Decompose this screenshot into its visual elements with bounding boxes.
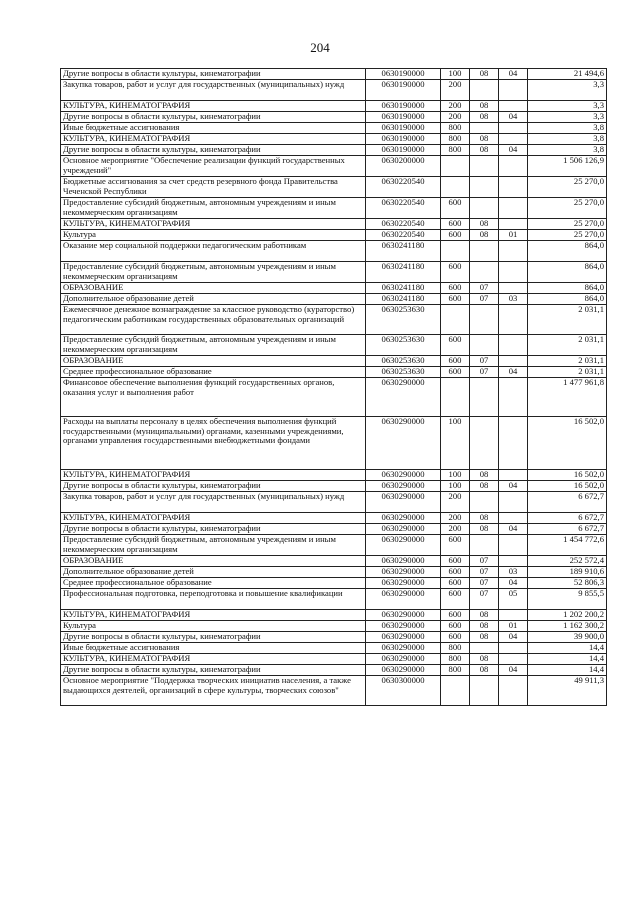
- cell-subsection: [499, 134, 528, 145]
- cell-amount: 25 270,0: [528, 230, 607, 241]
- cell-code: 0630253630: [366, 367, 441, 378]
- cell-section: 08: [470, 112, 499, 123]
- cell-amount: 189 910,6: [528, 567, 607, 578]
- table-row: [61, 177, 607, 198]
- cell-section: 07: [470, 556, 499, 567]
- cell-expense-type: 600: [441, 262, 470, 283]
- cell-code: 0630290000: [366, 621, 441, 632]
- cell-amount: 25 270,0: [528, 177, 607, 198]
- cell-name: Другие вопросы в области культуры, кинематографии: [61, 69, 366, 80]
- cell-subsection: [499, 241, 528, 262]
- table-row: [61, 101, 607, 112]
- cell-amount: 3,3: [528, 101, 607, 112]
- table-row: [61, 654, 607, 665]
- cell-amount: 16 502,0: [528, 417, 607, 470]
- table-row: [61, 578, 607, 589]
- cell-subsection: 04: [499, 69, 528, 80]
- cell-name: Среднее профессиональное образование: [61, 578, 366, 589]
- table-row: [61, 610, 607, 621]
- cell-code: 0630300000: [366, 676, 441, 706]
- budget-table: [60, 68, 607, 706]
- cell-amount: 3,8: [528, 134, 607, 145]
- cell-subsection: 04: [499, 112, 528, 123]
- table-row: [61, 198, 607, 219]
- cell-code: 0630290000: [366, 481, 441, 492]
- cell-amount: 864,0: [528, 294, 607, 305]
- cell-subsection: [499, 356, 528, 367]
- cell-amount: 14,4: [528, 643, 607, 654]
- cell-name: КУЛЬТУРА, КИНЕМАТОГРАФИЯ: [61, 610, 366, 621]
- cell-expense-type: 800: [441, 123, 470, 134]
- cell-amount: 1 454 772,6: [528, 535, 607, 556]
- cell-code: 0630290000: [366, 513, 441, 524]
- cell-expense-type: 600: [441, 230, 470, 241]
- table-row: [61, 156, 607, 177]
- table-row: [61, 513, 607, 524]
- cell-expense-type: 600: [441, 632, 470, 643]
- cell-subsection: [499, 492, 528, 513]
- cell-name: ОБРАЗОВАНИЕ: [61, 283, 366, 294]
- cell-expense-type: 200: [441, 101, 470, 112]
- table-row: [61, 241, 607, 262]
- table-row: [61, 69, 607, 80]
- table-row: [61, 676, 607, 706]
- cell-name: Предоставление субсидий бюджетным, автономным учреждениям и иным некоммерческим организациям: [61, 335, 366, 356]
- cell-code: 0630290000: [366, 632, 441, 643]
- cell-code: 0630253630: [366, 305, 441, 335]
- table-row: [61, 567, 607, 578]
- cell-name: Дополнительное образование детей: [61, 294, 366, 305]
- cell-section: 08: [470, 134, 499, 145]
- cell-name: Бюджетные ассигнования за счет средств резервного фонда Правительства Чеченской Республики: [61, 177, 366, 198]
- cell-amount: 3,3: [528, 80, 607, 101]
- cell-subsection: 04: [499, 481, 528, 492]
- cell-subsection: [499, 610, 528, 621]
- table-row: [61, 305, 607, 335]
- cell-subsection: 04: [499, 578, 528, 589]
- cell-section: 07: [470, 578, 499, 589]
- cell-amount: 3,3: [528, 112, 607, 123]
- cell-code: 0630190000: [366, 101, 441, 112]
- cell-section: [470, 643, 499, 654]
- cell-name: Профессиональная подготовка, переподготовка и повышение квалификации: [61, 589, 366, 610]
- cell-expense-type: 600: [441, 621, 470, 632]
- cell-section: [470, 156, 499, 177]
- cell-subsection: [499, 262, 528, 283]
- cell-subsection: [499, 535, 528, 556]
- table-row: [61, 145, 607, 156]
- table-row: [61, 219, 607, 230]
- cell-code: 0630241180: [366, 262, 441, 283]
- cell-section: [470, 417, 499, 470]
- cell-subsection: 01: [499, 621, 528, 632]
- cell-expense-type: 800: [441, 654, 470, 665]
- table-row: [61, 262, 607, 283]
- cell-code: 0630220540: [366, 230, 441, 241]
- cell-section: 07: [470, 294, 499, 305]
- cell-subsection: [499, 513, 528, 524]
- cell-section: [470, 676, 499, 706]
- cell-section: [470, 378, 499, 417]
- table-row: [61, 481, 607, 492]
- cell-code: 0630290000: [366, 578, 441, 589]
- cell-section: 08: [470, 632, 499, 643]
- cell-name: Иные бюджетные ассигнования: [61, 643, 366, 654]
- cell-expense-type: 200: [441, 513, 470, 524]
- cell-name: ОБРАЗОВАНИЕ: [61, 556, 366, 567]
- cell-expense-type: 100: [441, 470, 470, 481]
- cell-code: 0630253630: [366, 335, 441, 356]
- cell-name: Предоставление субсидий бюджетным, автономным учреждениям и иным некоммерческим организациям: [61, 262, 366, 283]
- cell-section: 08: [470, 145, 499, 156]
- cell-code: 0630253630: [366, 356, 441, 367]
- table-row: [61, 470, 607, 481]
- cell-amount: 16 502,0: [528, 470, 607, 481]
- table-row: [61, 367, 607, 378]
- cell-code: 0630241180: [366, 283, 441, 294]
- cell-expense-type: [441, 241, 470, 262]
- cell-subsection: [499, 556, 528, 567]
- cell-section: [470, 198, 499, 219]
- cell-amount: 25 270,0: [528, 219, 607, 230]
- cell-amount: 2 031,1: [528, 367, 607, 378]
- cell-code: 0630290000: [366, 470, 441, 481]
- cell-amount: 25 270,0: [528, 198, 607, 219]
- table-row: [61, 524, 607, 535]
- cell-section: 08: [470, 219, 499, 230]
- cell-code: 0630290000: [366, 535, 441, 556]
- cell-subsection: [499, 417, 528, 470]
- cell-code: 0630190000: [366, 112, 441, 123]
- cell-expense-type: 600: [441, 294, 470, 305]
- cell-code: 0630190000: [366, 145, 441, 156]
- cell-expense-type: 600: [441, 219, 470, 230]
- cell-amount: 16 502,0: [528, 481, 607, 492]
- cell-amount: 252 572,4: [528, 556, 607, 567]
- cell-subsection: [499, 156, 528, 177]
- cell-expense-type: 200: [441, 80, 470, 101]
- cell-code: 0630290000: [366, 524, 441, 535]
- cell-code: 0630220540: [366, 177, 441, 198]
- cell-section: [470, 535, 499, 556]
- cell-code: 0630220540: [366, 219, 441, 230]
- cell-amount: 3,8: [528, 123, 607, 134]
- cell-name: Другие вопросы в области культуры, кинематографии: [61, 112, 366, 123]
- cell-amount: 9 855,5: [528, 589, 607, 610]
- cell-code: 0630241180: [366, 294, 441, 305]
- cell-subsection: 04: [499, 145, 528, 156]
- cell-amount: 1 162 300,2: [528, 621, 607, 632]
- cell-expense-type: 800: [441, 643, 470, 654]
- cell-expense-type: 600: [441, 367, 470, 378]
- cell-expense-type: 800: [441, 134, 470, 145]
- cell-expense-type: 600: [441, 356, 470, 367]
- cell-code: 0630190000: [366, 80, 441, 101]
- cell-subsection: 04: [499, 524, 528, 535]
- cell-expense-type: 600: [441, 335, 470, 356]
- cell-amount: 864,0: [528, 262, 607, 283]
- cell-amount: 39 900,0: [528, 632, 607, 643]
- cell-name: КУЛЬТУРА, КИНЕМАТОГРАФИЯ: [61, 470, 366, 481]
- cell-section: 08: [470, 69, 499, 80]
- cell-name: Иные бюджетные ассигнования: [61, 123, 366, 134]
- cell-section: [470, 177, 499, 198]
- cell-expense-type: [441, 177, 470, 198]
- cell-name: Расходы на выплаты персоналу в целях обеспечения выполнения функций государственными (муниципальными) органами, казенными учреждениями, органами управления государственными внебюджетными фондами: [61, 417, 366, 470]
- cell-section: 08: [470, 610, 499, 621]
- cell-amount: 2 031,1: [528, 305, 607, 335]
- cell-section: 07: [470, 367, 499, 378]
- cell-name: Закупка товаров, работ и услуг для государственных (муниципальных) нужд: [61, 80, 366, 101]
- cell-subsection: [499, 283, 528, 294]
- cell-section: [470, 123, 499, 134]
- cell-subsection: [499, 305, 528, 335]
- cell-subsection: [499, 219, 528, 230]
- cell-expense-type: 100: [441, 481, 470, 492]
- cell-name: КУЛЬТУРА, КИНЕМАТОГРАФИЯ: [61, 101, 366, 112]
- cell-name: Культура: [61, 621, 366, 632]
- cell-name: Среднее профессиональное образование: [61, 367, 366, 378]
- table-row: [61, 665, 607, 676]
- cell-code: 0630290000: [366, 556, 441, 567]
- cell-expense-type: [441, 305, 470, 335]
- cell-subsection: [499, 676, 528, 706]
- cell-subsection: [499, 378, 528, 417]
- cell-section: 07: [470, 283, 499, 294]
- cell-section: 08: [470, 470, 499, 481]
- cell-section: [470, 241, 499, 262]
- cell-section: 08: [470, 230, 499, 241]
- cell-amount: 52 806,3: [528, 578, 607, 589]
- table-row: [61, 621, 607, 632]
- table-row: [61, 492, 607, 513]
- cell-amount: 14,4: [528, 654, 607, 665]
- cell-code: 0630290000: [366, 378, 441, 417]
- cell-name: КУЛЬТУРА, КИНЕМАТОГРАФИЯ: [61, 654, 366, 665]
- cell-section: [470, 335, 499, 356]
- cell-section: 08: [470, 654, 499, 665]
- cell-section: 08: [470, 621, 499, 632]
- cell-section: [470, 305, 499, 335]
- table-row: [61, 417, 607, 470]
- page-number: 204: [310, 40, 330, 55]
- cell-subsection: 03: [499, 567, 528, 578]
- cell-subsection: 04: [499, 632, 528, 643]
- cell-subsection: [499, 643, 528, 654]
- cell-section: 07: [470, 356, 499, 367]
- cell-section: [470, 492, 499, 513]
- cell-amount: 3,8: [528, 145, 607, 156]
- cell-amount: 2 031,1: [528, 356, 607, 367]
- cell-amount: 864,0: [528, 283, 607, 294]
- table-row: [61, 80, 607, 101]
- cell-subsection: [499, 335, 528, 356]
- cell-subsection: 05: [499, 589, 528, 610]
- cell-expense-type: 600: [441, 556, 470, 567]
- table-row: [61, 134, 607, 145]
- cell-expense-type: 100: [441, 69, 470, 80]
- cell-expense-type: [441, 676, 470, 706]
- table-row: [61, 123, 607, 134]
- cell-subsection: [499, 80, 528, 101]
- cell-code: 0630290000: [366, 610, 441, 621]
- cell-section: 07: [470, 567, 499, 578]
- table-row: [61, 335, 607, 356]
- cell-name: Другие вопросы в области культуры, кинематографии: [61, 632, 366, 643]
- cell-amount: 21 494,6: [528, 69, 607, 80]
- cell-name: Закупка товаров, работ и услуг для государственных (муниципальных) нужд: [61, 492, 366, 513]
- cell-expense-type: 100: [441, 417, 470, 470]
- cell-subsection: [499, 654, 528, 665]
- cell-amount: 1 477 961,8: [528, 378, 607, 417]
- table-row: [61, 283, 607, 294]
- cell-name: Дополнительное образование детей: [61, 567, 366, 578]
- cell-name: Ежемесячное денежное вознаграждение за классное руководство (кураторство) педагогическим работникам государственных образовательных организаций: [61, 305, 366, 335]
- cell-expense-type: 600: [441, 610, 470, 621]
- cell-expense-type: 600: [441, 535, 470, 556]
- cell-section: [470, 262, 499, 283]
- cell-name: Основное мероприятие "Поддержка творческих инициатив населения, а также выдающихся деятелей, организаций в сфере культуры, творческих союзов": [61, 676, 366, 706]
- cell-name: Другие вопросы в области культуры, кинематографии: [61, 145, 366, 156]
- cell-subsection: 01: [499, 230, 528, 241]
- cell-name: Другие вопросы в области культуры, кинематографии: [61, 524, 366, 535]
- table-row: [61, 378, 607, 417]
- cell-section: 08: [470, 513, 499, 524]
- cell-name: Другие вопросы в области культуры, кинематографии: [61, 481, 366, 492]
- cell-code: 0630290000: [366, 643, 441, 654]
- cell-expense-type: 600: [441, 198, 470, 219]
- cell-expense-type: [441, 378, 470, 417]
- cell-expense-type: 600: [441, 578, 470, 589]
- cell-amount: 6 672,7: [528, 513, 607, 524]
- cell-expense-type: 600: [441, 589, 470, 610]
- cell-expense-type: 800: [441, 665, 470, 676]
- table-row: [61, 535, 607, 556]
- cell-subsection: 03: [499, 294, 528, 305]
- cell-expense-type: [441, 156, 470, 177]
- cell-amount: 1 506 126,9: [528, 156, 607, 177]
- cell-subsection: [499, 198, 528, 219]
- cell-code: 0630190000: [366, 123, 441, 134]
- cell-expense-type: 200: [441, 112, 470, 123]
- cell-name: Культура: [61, 230, 366, 241]
- cell-expense-type: 200: [441, 492, 470, 513]
- cell-name: КУЛЬТУРА, КИНЕМАТОГРАФИЯ: [61, 134, 366, 145]
- table-row: [61, 632, 607, 643]
- cell-section: 08: [470, 665, 499, 676]
- cell-code: 0630190000: [366, 69, 441, 80]
- cell-code: 0630241180: [366, 241, 441, 262]
- cell-section: 07: [470, 589, 499, 610]
- cell-code: 0630290000: [366, 492, 441, 513]
- table-row: [61, 230, 607, 241]
- cell-code: 0630290000: [366, 665, 441, 676]
- cell-name: Другие вопросы в области культуры, кинематографии: [61, 665, 366, 676]
- cell-subsection: [499, 101, 528, 112]
- cell-section: [470, 80, 499, 101]
- cell-subsection: [499, 123, 528, 134]
- cell-section: 08: [470, 481, 499, 492]
- cell-code: 0630290000: [366, 417, 441, 470]
- cell-subsection: [499, 470, 528, 481]
- table-row: [61, 294, 607, 305]
- cell-amount: 6 672,7: [528, 492, 607, 513]
- table-row: [61, 589, 607, 610]
- cell-amount: 49 911,3: [528, 676, 607, 706]
- cell-code: 0630290000: [366, 654, 441, 665]
- cell-code: 0630200000: [366, 156, 441, 177]
- table-row: [61, 112, 607, 123]
- table-row: [61, 643, 607, 654]
- cell-expense-type: 800: [441, 145, 470, 156]
- cell-name: Предоставление субсидий бюджетным, автономным учреждениям и иным некоммерческим организациям: [61, 535, 366, 556]
- cell-code: 0630190000: [366, 134, 441, 145]
- cell-subsection: 04: [499, 367, 528, 378]
- cell-name: Финансовое обеспечение выполнения функций государственных органов, оказания услуг и выполнения работ: [61, 378, 366, 417]
- cell-subsection: 04: [499, 665, 528, 676]
- cell-name: Основное мероприятие "Обеспечение реализации функций государственных учреждений": [61, 156, 366, 177]
- cell-amount: 14,4: [528, 665, 607, 676]
- cell-amount: 6 672,7: [528, 524, 607, 535]
- cell-expense-type: 200: [441, 524, 470, 535]
- cell-section: 08: [470, 101, 499, 112]
- table-row: [61, 356, 607, 367]
- table-row: [61, 556, 607, 567]
- cell-code: 0630290000: [366, 567, 441, 578]
- cell-name: ОБРАЗОВАНИЕ: [61, 356, 366, 367]
- cell-amount: 1 202 200,2: [528, 610, 607, 621]
- cell-subsection: [499, 177, 528, 198]
- cell-name: КУЛЬТУРА, КИНЕМАТОГРАФИЯ: [61, 219, 366, 230]
- cell-name: КУЛЬТУРА, КИНЕМАТОГРАФИЯ: [61, 513, 366, 524]
- cell-code: 0630220540: [366, 198, 441, 219]
- cell-expense-type: 600: [441, 567, 470, 578]
- cell-expense-type: 600: [441, 283, 470, 294]
- cell-name: Предоставление субсидий бюджетным, автономным учреждениям и иным некоммерческим организациям: [61, 198, 366, 219]
- cell-code: 0630290000: [366, 589, 441, 610]
- cell-section: 08: [470, 524, 499, 535]
- cell-amount: 2 031,1: [528, 335, 607, 356]
- cell-name: Оказание мер социальной поддержки педагогическим работникам: [61, 241, 366, 262]
- cell-amount: 864,0: [528, 241, 607, 262]
